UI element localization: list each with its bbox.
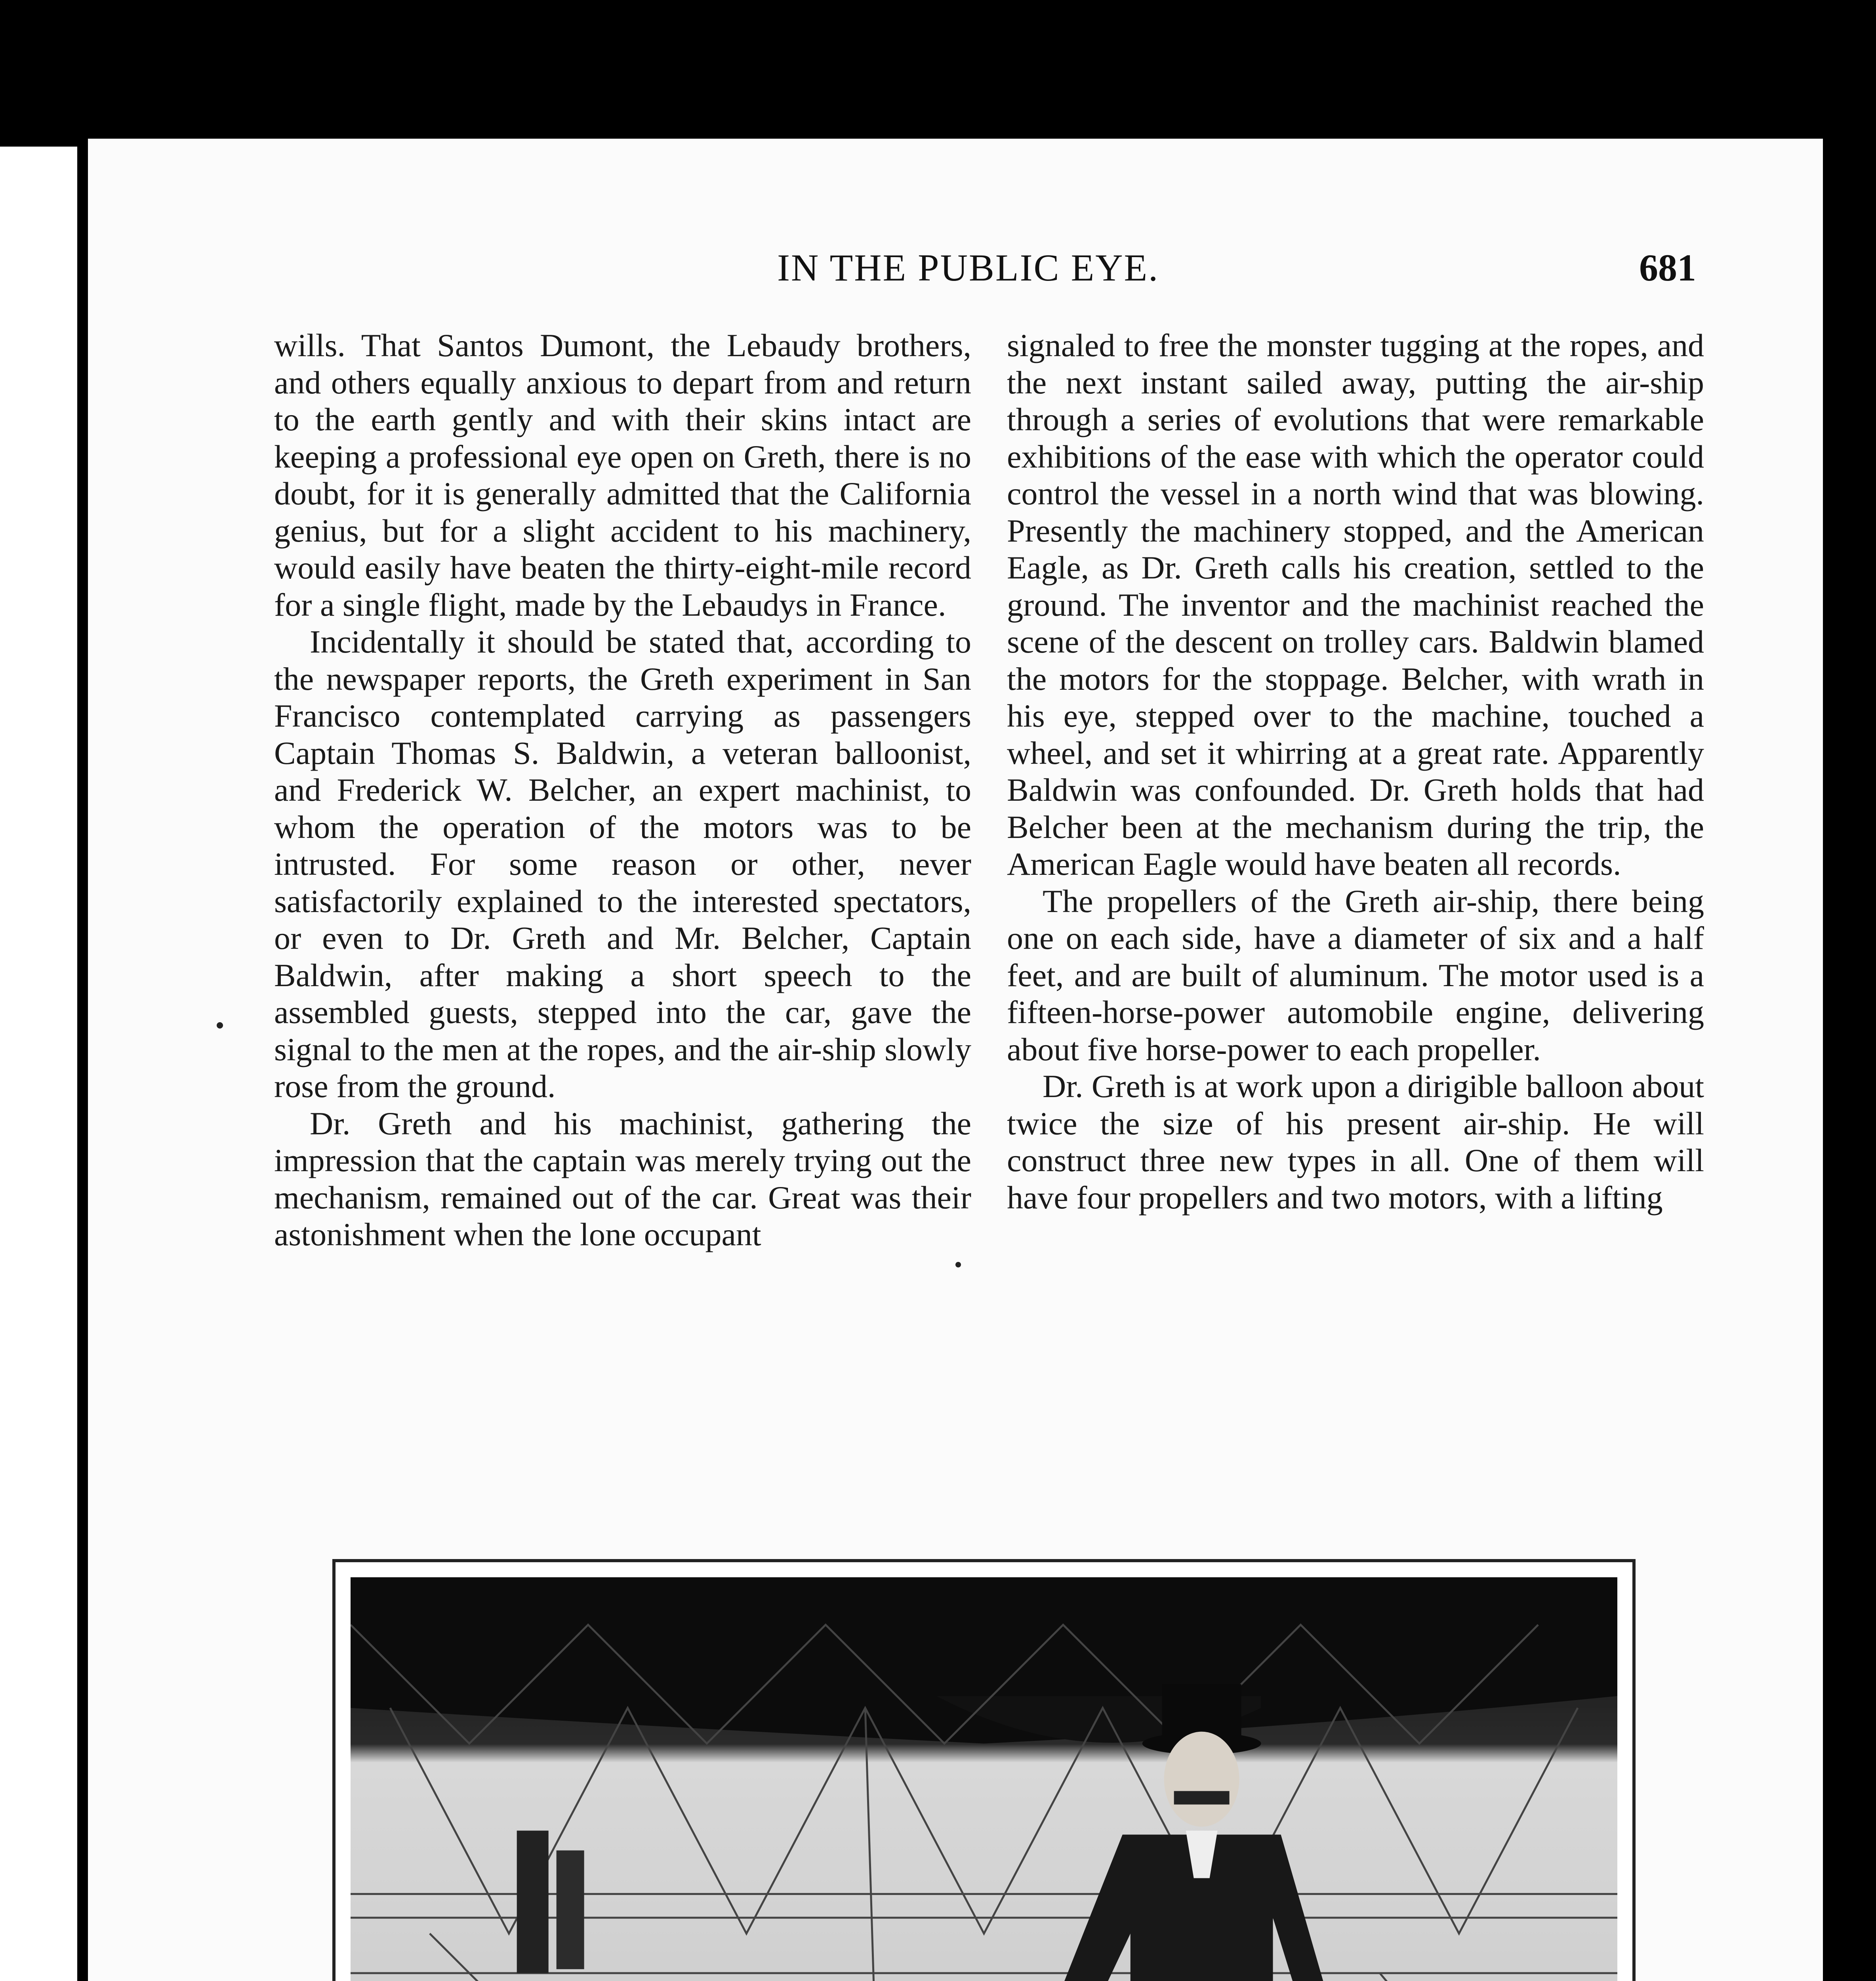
background-figure xyxy=(517,1830,549,1973)
photo-figure xyxy=(332,1559,1636,1981)
facing-page-edge xyxy=(0,147,77,1981)
paragraph: Incidentally it should be stated that, according to the newspaper reports, the Greth experiment in San Francisco contemplated carrying as passengers Captain Thomas S. Baldwin, a veteran balloonist, and Frederick W. Belcher, an expert machinist, to whom the operation of the motors was to be intrusted. For some reason or other, never satisfactorily explained to the interested spectators, or even to Dr. Greth and Mr. Belcher, Captain Baldwin, after making a short speech to the assembled guests, stepped into the car, gave the signal to the men at the ropes, and the air-ship slowly rose from the ground. xyxy=(274,624,971,1104)
magazine-page xyxy=(88,139,1823,1981)
mustache xyxy=(1174,1791,1230,1805)
paragraph: Dr. Greth is at work upon a dirigible balloon about twice the size of his present air-ship. He will construct three new types in all. One of them will have four propellers and two motors, with a lifting xyxy=(1007,1068,1704,1216)
background-figure xyxy=(557,1850,584,1969)
dust-speck xyxy=(955,1262,961,1267)
dust-speck xyxy=(217,1022,223,1029)
paragraph: Dr. Greth and his machinist, gathering the impression that the captain was merely trying out the mechanism, remained out of the car. Great was their astonishment when the lone occupant xyxy=(274,1105,971,1252)
page-number: 681 xyxy=(1639,246,1696,289)
face xyxy=(1164,1732,1239,1827)
running-head xyxy=(88,246,1823,309)
paragraph: signaled to free the monster tugging at the ropes, and the next instant sailed away, putting the air-ship through a series of evolutions that were remarkable exhibitions of the ease with which the operator could control the vessel in a north wind that was blowing. Presently the machinery stopped, and the American Eagle, as Dr. Greth calls his creation, settled to the ground. The inventor and the machinist reached the scene of the descent on trolley cars. Baldwin blamed the motors for the stoppage. Belcher, with wrath in his eye, stepped over to the machine, touched a wheel, and set it whirring at a great rate. Apparently Baldwin was confounded. Dr. Greth holds that had Belcher been at the mechanism during the trip, the American Eagle would have beaten all records. xyxy=(1007,327,1704,882)
left-column xyxy=(274,327,971,1253)
paragraph: The propellers of the Greth air-ship, there being one on each side, have a diameter of six and a half feet, and are built of aluminum. The motor used is a fifteen-horse-power automobile engine, delivering about five horse-power to each propeller. xyxy=(1007,883,1704,1067)
running-title: IN THE PUBLIC EYE. xyxy=(777,246,1159,289)
paragraph: wills. That Santos Dumont, the Lebaudy brothers, and others equally anxious to depart from and return to the earth gently and with their skins intact are keeping a professional eye open on Greth, there is no doubt, for it is generally admitted that the California genius, but for a slight accident to his machinery, would easily have beaten the thirty-eight-mile record for a single flight, made by the Lebaudys in France. xyxy=(274,327,971,623)
right-column xyxy=(1007,327,1704,1216)
airship-photo xyxy=(351,1577,1617,1981)
